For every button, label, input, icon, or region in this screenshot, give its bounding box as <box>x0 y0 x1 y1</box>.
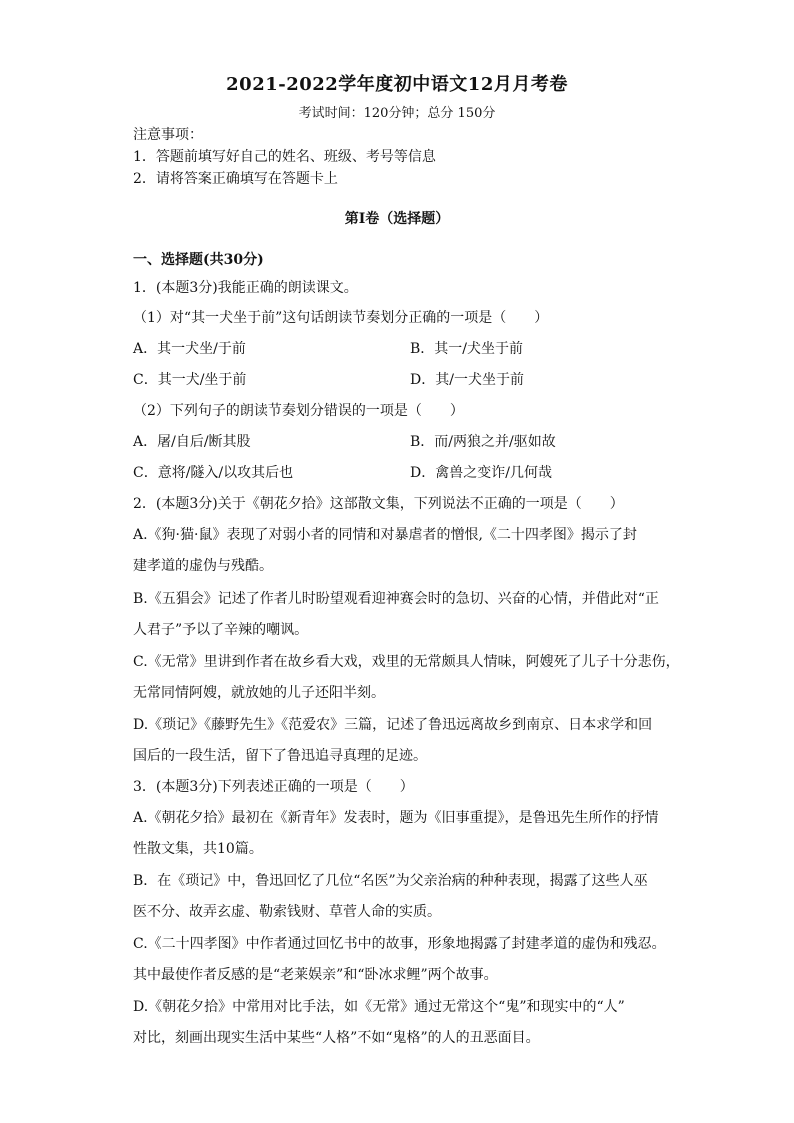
question-3-line: C.《二十四孝图》中作者通过回忆书中的故事，形象地揭露了封建孝道的虚伪和残忍。 <box>133 936 666 952</box>
question-2-line: D.《琐记》《藤野先生》《范爱农》三篇，记述了鲁迅远离故乡到南京、日本求学和回 <box>133 717 653 733</box>
question-2-stem: 2．(本题3分)关于《朝花夕拾》这部散文集，下列说法不正确的一项是（ ） <box>133 496 624 512</box>
question-2-line: C.《无常》里讲到作者在故乡看大戏，戏里的无常颇具人情味，阿嫂死了儿子十分悲伤， <box>133 654 680 670</box>
option-d: D．禽兽之变诈/几何哉 <box>410 465 552 481</box>
part-heading: 一、选择题(共30分) <box>133 252 264 268</box>
question-3-line: 对比，刻画出现实生活中某些“人格”不如“鬼格”的人的丑恶面目。 <box>133 1030 540 1046</box>
option-b: B．其一/犬坐于前 <box>410 341 524 357</box>
option-d: D．其/一犬坐于前 <box>410 372 524 388</box>
option-a: A．屠/自后/断其股 <box>133 434 251 450</box>
question-3-line: 性散文集，共10篇。 <box>133 841 263 857</box>
question-1-stem: 1．(本题3分)我能正确的朗读课文。 <box>133 280 358 296</box>
question-2-line: B.《五猖会》记述了作者儿时盼望观看迎神赛会时的急切、兴奋的心情，并借此对“正 <box>133 591 659 607</box>
section-title: 第I卷（选择题） <box>344 211 450 227</box>
question-2-line: A.《狗·猫·鼠》表现了对弱小者的同情和对暴虐者的憎恨,《二十四孝图》揭示了封 <box>133 527 637 543</box>
question-2-line: 国后的一段生活，留下了鲁迅追寻真理的足迹。 <box>133 748 427 764</box>
question-2-line: 无常同情阿嫂，就放她的儿子还阳半刻。 <box>133 685 385 701</box>
question-3-stem: 3．(本题3分)下列表述正确的一项是（ ） <box>133 779 414 795</box>
question-3-line: 医不分、故弄玄虚、勒索钱财、草菅人命的实质。 <box>133 904 441 920</box>
option-a: A．其一犬坐/于前 <box>133 341 246 357</box>
question-3-line: D.《朝花夕拾》中常用对比手法，如《无常》通过无常这个“鬼”和现实中的“人” <box>133 999 625 1015</box>
question-1-sub1: （1）对“其一犬坐于前”这句话朗读节奏划分正确的一项是（ ） <box>133 310 549 326</box>
question-3-line: A.《朝花夕拾》最初在《新青年》发表时，题为《旧事重提》，是鲁迅先生所作的抒情 <box>133 810 659 826</box>
option-b: B．而/两狼之并/驱如故 <box>410 434 556 450</box>
question-3-line: B．在《琐记》中，鲁迅回忆了几位“名医”为父亲治病的种种表现，揭露了这些人巫 <box>133 873 648 889</box>
option-c: C．意将/隧入/以攻其后也 <box>133 465 294 481</box>
question-2-line: 建孝道的虚伪与残酷。 <box>133 558 273 574</box>
note-item: 2．请将答案正确填写在答题卡上 <box>133 171 338 187</box>
note-item: 1．答题前填写好自己的姓名、班级、考号等信息 <box>133 149 436 165</box>
exam-info: 考试时间：120分钟；总分 150分 <box>298 106 496 121</box>
notes-heading: 注意事项： <box>133 127 203 143</box>
question-1-sub2: （2）下列句子的朗读节奏划分错误的一项是（ ） <box>133 403 464 419</box>
page-title: 2021-2022学年度初中语文12月月考卷 <box>226 74 568 95</box>
question-3-line: 其中最使作者反感的是“老莱娱亲”和“卧冰求鲤”两个故事。 <box>133 967 498 983</box>
question-2-line: 人君子”予以了辛辣的嘲讽。 <box>133 622 309 638</box>
option-c: C．其一犬/坐于前 <box>133 372 247 388</box>
